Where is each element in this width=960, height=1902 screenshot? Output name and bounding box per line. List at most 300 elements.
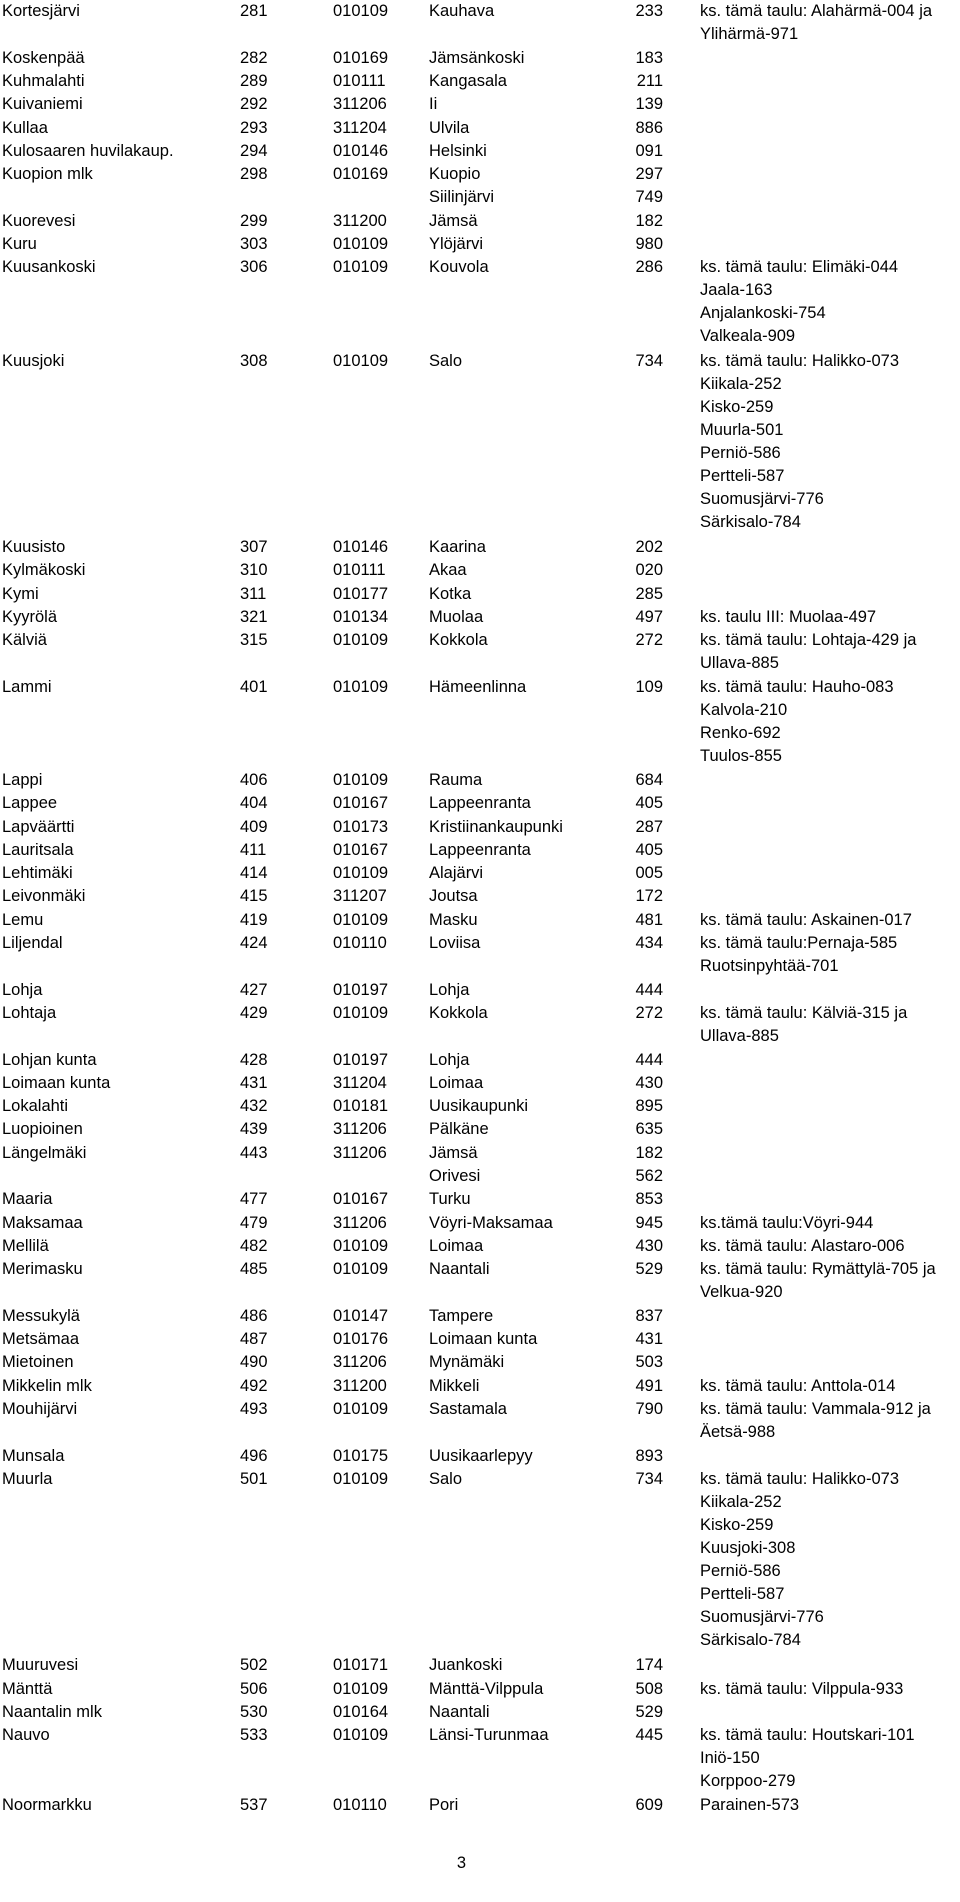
reference-note (700, 1375, 960, 1398)
target-municipality: Loimaa (429, 1236, 484, 1255)
merge-code: 010109 (333, 235, 389, 253)
target-number: 020 (635, 561, 663, 580)
reference-note-line: ks. tämä taulu: Lohtaja-429 ja (700, 631, 917, 650)
reference-note-line: Suomusjärvi-776 (700, 1607, 824, 1626)
municipality-name: Nauvo (2, 1726, 50, 1745)
municipality-name: Kortesjärvi (2, 2, 80, 20)
target-number: 503 (635, 1353, 663, 1372)
reference-note-line: Äetsä-988 (700, 1423, 776, 1441)
target-number: 491 (635, 1376, 663, 1395)
municipality-number: 303 (240, 235, 268, 253)
municipality-name: Mikkelin mlk (2, 1376, 92, 1395)
reference-note-line: Perniö-586 (700, 1561, 781, 1580)
target-municipality: Jämsänkoski (429, 48, 525, 67)
municipality-name: Kuopion mlk (2, 165, 93, 184)
merge-code: 311206 (333, 1353, 387, 1372)
municipality-name: Lappi (2, 770, 43, 789)
table-row (0, 1375, 960, 1398)
merge-code: 311206 (333, 1143, 387, 1162)
reference-note-line: Ylihärmä-971 (700, 25, 799, 43)
target-municipality: Mynämäki (429, 1353, 505, 1372)
municipality-name: Längelmäki (2, 1143, 87, 1162)
municipality-name: Lohjan kunta (2, 1050, 97, 1069)
merge-code: 010175 (333, 1446, 389, 1465)
merge-code: 010169 (333, 48, 389, 67)
target-number: 172 (635, 887, 663, 906)
target-number: 405 (635, 794, 663, 813)
municipality-number: 439 (240, 1120, 268, 1139)
reference-note-line: Valkeala-909 (700, 327, 796, 346)
target-municipality: Salo (429, 351, 463, 370)
table-row (0, 1351, 960, 1374)
target-number: 895 (635, 1097, 663, 1116)
municipality-name: Lemu (2, 910, 44, 929)
merge-code: 010197 (333, 980, 389, 999)
municipality-number: 282 (240, 48, 268, 67)
reference-note-line: Kalvola-210 (700, 700, 788, 719)
table-row (0, 1212, 960, 1235)
reference-note-line: ks. tämä taulu: Alastaro-006 (700, 1236, 905, 1255)
municipality-number: 321 (240, 607, 268, 626)
municipality-name: Luopioinen (2, 1120, 83, 1139)
reference-note-line: Anjalankoski-754 (700, 304, 826, 323)
table-row (0, 1002, 960, 1045)
merge-code: 311206 (333, 95, 387, 114)
target-municipality: Jämsä (429, 211, 478, 230)
municipality-number: 411 (240, 840, 267, 859)
table-row (0, 1398, 960, 1441)
target-number: 609 (635, 1796, 663, 1815)
table-row (0, 769, 960, 792)
target-number: 202 (635, 537, 663, 556)
municipality-name: Kullaa (2, 118, 48, 137)
target-number: 091 (635, 141, 663, 160)
municipality-number: 427 (240, 980, 268, 999)
target-municipality: Rauma (429, 770, 483, 789)
municipality-name: Kuivaniemi (2, 95, 83, 114)
target-number: 508 (635, 1679, 663, 1698)
municipality-number: 485 (240, 1260, 268, 1279)
municipality-name: Metsämaa (2, 1330, 80, 1349)
merge-code: 010109 (333, 1236, 389, 1255)
reference-note-line: Velkua-920 (700, 1283, 783, 1302)
table-row (0, 909, 960, 932)
reference-note-line: Iniö-150 (700, 1749, 760, 1768)
reference-note-line: ks. taulu III: Muolaa-497 (700, 607, 877, 626)
municipality-name: Loimaan kunta (2, 1073, 111, 1092)
municipality-number: 294 (240, 141, 268, 160)
target-municipality: Länsi-Turunmaa (429, 1726, 549, 1745)
municipality-name: Maaria (2, 1190, 53, 1209)
target-municipality: Masku (429, 910, 478, 929)
table-row (0, 1328, 960, 1351)
merge-code: 010146 (333, 537, 389, 556)
municipality-number: 533 (240, 1726, 268, 1745)
target-municipality: Orivesi (429, 1167, 481, 1185)
merge-code: 010167 (333, 794, 389, 813)
target-number: 430 (635, 1073, 663, 1092)
table-row (0, 1072, 960, 1095)
municipality-number: 293 (240, 118, 268, 137)
table-row (0, 606, 960, 629)
target-municipality: Kouvola (429, 258, 489, 277)
target-municipality: Akaa (429, 561, 467, 580)
municipality-name: Kuusjoki (2, 351, 65, 370)
target-municipality: Loimaa (429, 1073, 484, 1092)
target-number: 233 (635, 2, 663, 20)
table-row (0, 792, 960, 815)
merge-code: 010109 (333, 677, 389, 696)
merge-code: 010197 (333, 1050, 389, 1069)
target-number: 529 (635, 1260, 663, 1279)
table-row (0, 350, 960, 531)
municipality-name: Kuusankoski (2, 258, 96, 277)
reference-note-line: ks. tämä taulu: Anttola-014 (700, 1376, 896, 1395)
target-municipality: Salo (429, 1469, 463, 1488)
reference-note (700, 1794, 960, 1817)
municipality-name: Maksamaa (2, 1213, 83, 1232)
municipality-name: Muuruvesi (2, 1656, 79, 1675)
merge-code: 010134 (333, 607, 389, 626)
reference-note-line: Ullava-885 (700, 654, 779, 673)
target-number: 287 (635, 817, 663, 836)
merge-code: 010110 (333, 1796, 387, 1815)
municipality-number: 487 (240, 1330, 268, 1349)
table-row (0, 1678, 960, 1701)
municipality-name: Lauritsala (2, 840, 74, 859)
table-row (0, 140, 960, 163)
reference-note-line: Ullava-885 (700, 1026, 779, 1045)
target-number: 749 (635, 188, 663, 207)
table-row (0, 676, 960, 765)
municipality-name: Kymi (2, 584, 39, 603)
reference-note-line: ks. tämä taulu: Elimäki-044 (700, 258, 899, 277)
merge-code: 010164 (333, 1702, 389, 1721)
table-row (0, 816, 960, 839)
target-number: 405 (635, 840, 663, 859)
target-municipality: Kuopio (429, 165, 481, 184)
merge-code: 311200 (333, 1376, 387, 1395)
reference-note (700, 1002, 960, 1048)
target-municipality: Pälkäne (429, 1120, 489, 1139)
target-municipality: Sastamala (429, 1400, 507, 1418)
reference-note (700, 350, 960, 534)
target-municipality: Kauhava (429, 2, 495, 20)
municipality-number: 311 (240, 584, 267, 603)
target-number: 183 (635, 48, 663, 67)
target-municipality: Lohja (429, 1050, 470, 1069)
municipality-name: Lappee (2, 794, 58, 813)
municipality-number: 443 (240, 1143, 268, 1162)
municipality-name: Kuru (2, 235, 37, 253)
municipality-number: 428 (240, 1050, 268, 1069)
merge-code: 010111 (333, 561, 386, 580)
table-row (0, 1258, 960, 1302)
table-row (0, 583, 960, 606)
municipality-number: 482 (240, 1236, 268, 1255)
target-municipality: Jämsä (429, 1143, 478, 1162)
merge-code: 010147 (333, 1306, 389, 1325)
table-row (0, 70, 960, 93)
merge-code: 010109 (333, 1400, 389, 1418)
reference-note-line: Pertteli-587 (700, 466, 785, 485)
reference-note (700, 1235, 960, 1258)
municipality-number: 292 (240, 95, 268, 114)
table-row (0, 47, 960, 70)
table-row (0, 839, 960, 862)
table-row (0, 1468, 960, 1649)
target-municipality: Pori (429, 1796, 459, 1815)
reference-note (700, 1468, 960, 1652)
merge-code: 010110 (333, 934, 387, 952)
target-municipality: Mänttä-Vilppula (429, 1679, 544, 1698)
municipality-number: 432 (240, 1097, 268, 1116)
target-number: 893 (635, 1446, 663, 1465)
table-row (0, 1165, 960, 1188)
page-number: 3 (456, 1854, 467, 1872)
merge-code: 010109 (333, 258, 389, 277)
table-row (0, 979, 960, 1002)
municipality-number: 486 (240, 1306, 268, 1325)
target-municipality: Uusikaarlepyy (429, 1446, 533, 1465)
target-number: 684 (635, 770, 663, 789)
reference-note-line: Muurla-501 (700, 420, 784, 439)
table-row (0, 629, 960, 673)
reference-note-line: Jaala-163 (700, 281, 773, 300)
target-municipality: Mikkeli (429, 1376, 480, 1395)
target-number: 430 (635, 1236, 663, 1255)
reference-note-line: Suomusjärvi-776 (700, 489, 824, 508)
reference-note-line: Kiikala-252 (700, 1492, 782, 1511)
municipality-number: 506 (240, 1679, 268, 1698)
table-row (0, 932, 960, 975)
table-row (0, 117, 960, 140)
merge-code: 010109 (333, 1003, 389, 1022)
reference-note-line: Ruotsinpyhtää-701 (700, 957, 839, 975)
target-number: 272 (635, 631, 663, 650)
municipality-name: Lapväärtti (2, 817, 75, 836)
municipality-number: 493 (240, 1400, 268, 1418)
table-row (0, 1235, 960, 1258)
municipality-number: 502 (240, 1656, 268, 1675)
municipality-name: Koskenpää (2, 48, 85, 67)
reference-note-line: Renko-692 (700, 723, 781, 742)
reference-note-line: Kisko-259 (700, 1515, 774, 1534)
target-number: 444 (635, 1050, 663, 1069)
reference-note-line: Kiikala-252 (700, 374, 782, 393)
target-number: 109 (635, 677, 663, 696)
target-municipality: Naantali (429, 1260, 490, 1279)
reference-note (700, 1678, 960, 1701)
target-number: 286 (635, 258, 663, 277)
target-municipality: Kangasala (429, 71, 507, 90)
target-number: 497 (635, 607, 663, 626)
target-municipality: Vöyri-Maksamaa (429, 1213, 553, 1232)
municipality-name: Noormarkku (2, 1796, 92, 1815)
reference-note-line: ks. tämä taulu: Alahärmä-004 ja (700, 2, 933, 20)
municipality-name: Lohja (2, 980, 43, 999)
target-number: 444 (635, 980, 663, 999)
target-municipality: Kotka (429, 584, 472, 603)
reference-note-line: ks. tämä taulu:Pernaja-585 (700, 934, 898, 952)
merge-code: 010109 (333, 631, 389, 650)
reference-note-line: ks.tämä taulu:Vöyri-944 (700, 1213, 874, 1232)
table-row (0, 1724, 960, 1791)
target-municipality: Ii (429, 95, 438, 114)
municipality-number: 409 (240, 817, 268, 836)
merge-code: 311204 (333, 1073, 387, 1092)
municipality-number: 424 (240, 934, 268, 952)
target-number: 562 (635, 1167, 663, 1185)
municipality-number: 479 (240, 1213, 268, 1232)
municipality-number: 415 (240, 887, 268, 906)
municipality-number: 289 (240, 71, 268, 90)
reference-note (700, 629, 960, 675)
municipality-number: 496 (240, 1446, 268, 1465)
municipality-name: Kyyrölä (2, 607, 58, 626)
municipality-number: 406 (240, 770, 268, 789)
table-row (0, 536, 960, 559)
merge-code: 010167 (333, 1190, 389, 1209)
target-number: 005 (635, 864, 663, 883)
target-number: 853 (635, 1190, 663, 1209)
table-row (0, 1445, 960, 1468)
table-row (0, 885, 960, 908)
municipality-number: 477 (240, 1190, 268, 1209)
reference-note-line: ks. tämä taulu: Halikko-073 (700, 1469, 900, 1488)
target-number: 837 (635, 1306, 663, 1325)
reference-note-line: ks. tämä taulu: Rymättylä-705 ja (700, 1260, 936, 1279)
target-number: 635 (635, 1120, 663, 1139)
target-number: 445 (635, 1726, 663, 1745)
target-number: 434 (635, 934, 663, 952)
target-municipality: Kaarina (429, 537, 486, 556)
table-row (0, 93, 960, 116)
municipality-name: Lammi (2, 677, 52, 696)
table-row (0, 1794, 960, 1817)
municipality-name: Mänttä (2, 1679, 53, 1698)
municipality-name: Mietoinen (2, 1353, 74, 1372)
reference-note (700, 1398, 960, 1444)
target-number: 529 (635, 1702, 663, 1721)
target-municipality: Joutsa (429, 887, 478, 906)
target-number: 182 (635, 1143, 663, 1162)
reference-note-line: ks. tämä taulu: Vilppula-933 (700, 1679, 904, 1698)
merge-code: 010171 (333, 1656, 389, 1675)
merge-code: 010146 (333, 141, 389, 160)
reference-note-line: Särkisalo-784 (700, 512, 801, 531)
table-row (0, 1188, 960, 1211)
municipality-name: Messukylä (2, 1306, 80, 1325)
merge-code: 010109 (333, 1726, 389, 1745)
target-municipality: Tampere (429, 1306, 494, 1325)
table-row (0, 862, 960, 885)
municipality-name: Kälviä (2, 631, 47, 650)
municipality-name: Lokalahti (2, 1097, 69, 1116)
merge-code: 010176 (333, 1330, 389, 1349)
municipality-name: Kylmäkoski (2, 561, 86, 580)
municipality-number: 306 (240, 258, 268, 277)
target-number: 886 (635, 118, 663, 137)
municipality-number: 431 (240, 1073, 268, 1092)
municipality-name: Lohtaja (2, 1003, 57, 1022)
reference-note-line: ks. tämä taulu: Halikko-073 (700, 351, 900, 370)
table-row (0, 1118, 960, 1141)
municipality-name: Liljendal (2, 934, 63, 952)
merge-code: 010109 (333, 1260, 389, 1279)
target-number: 182 (635, 211, 663, 230)
reference-note-line: ks. tämä taulu: Askainen-017 (700, 910, 912, 929)
target-municipality: Helsinki (429, 141, 487, 160)
table-row (0, 0, 960, 43)
target-number: 431 (635, 1330, 663, 1349)
municipality-number: 298 (240, 165, 268, 184)
target-municipality: Naantali (429, 1702, 490, 1721)
reference-note (700, 0, 960, 46)
target-number: 285 (635, 584, 663, 603)
target-number: 945 (635, 1213, 663, 1232)
target-municipality: Ulvila (429, 118, 470, 137)
reference-note-line: Särkisalo-784 (700, 1630, 801, 1649)
municipality-name: Kuusisto (2, 537, 66, 556)
municipality-number: 490 (240, 1353, 268, 1372)
merge-code: 010109 (333, 770, 389, 789)
municipality-number: 307 (240, 537, 268, 556)
table-row (0, 186, 960, 209)
merge-code: 010173 (333, 817, 389, 836)
table-row (0, 1701, 960, 1724)
reference-note-line: ks. tämä taulu: Houtskari-101 (700, 1726, 915, 1745)
target-number: 211 (636, 71, 663, 90)
table-row (0, 1049, 960, 1072)
target-municipality: Ylöjärvi (429, 235, 484, 253)
target-number: 980 (635, 235, 663, 253)
merge-code: 010177 (333, 584, 389, 603)
target-number: 734 (635, 1469, 663, 1488)
reference-note (700, 932, 960, 978)
target-municipality: Muolaa (429, 607, 484, 626)
reference-note-line: Perniö-586 (700, 443, 781, 462)
municipality-name: Lehtimäki (2, 864, 73, 883)
table-row (0, 1654, 960, 1677)
target-number: 174 (635, 1656, 663, 1675)
reference-note (700, 1212, 960, 1235)
target-number: 790 (635, 1400, 663, 1418)
reference-note-line: ks. tämä taulu: Kälviä-315 ja (700, 1003, 908, 1022)
reference-note-line: Korppoo-279 (700, 1772, 796, 1791)
reference-note (700, 256, 960, 348)
municipality-number: 281 (240, 2, 268, 20)
table-row (0, 163, 960, 186)
target-municipality: Siilinjärvi (429, 188, 495, 207)
merge-code: 311207 (333, 887, 387, 906)
reference-note-line: ks. tämä taulu: Hauho-083 (700, 677, 894, 696)
merge-code: 010109 (333, 351, 389, 370)
merge-code: 311206 (333, 1120, 387, 1139)
target-municipality: Lappeenranta (429, 840, 531, 859)
target-municipality: Juankoski (429, 1656, 503, 1675)
reference-note (700, 606, 960, 629)
municipality-name: Munsala (2, 1446, 65, 1465)
municipality-number: 308 (240, 351, 268, 370)
target-number: 139 (635, 95, 663, 114)
target-municipality: Loimaan kunta (429, 1330, 538, 1349)
reference-note (700, 676, 960, 768)
table-row (0, 256, 960, 346)
target-municipality: Lappeenranta (429, 794, 531, 813)
reference-note-line: ks. tämä taulu: Vammala-912 ja (700, 1400, 931, 1418)
municipality-number: 299 (240, 211, 268, 230)
